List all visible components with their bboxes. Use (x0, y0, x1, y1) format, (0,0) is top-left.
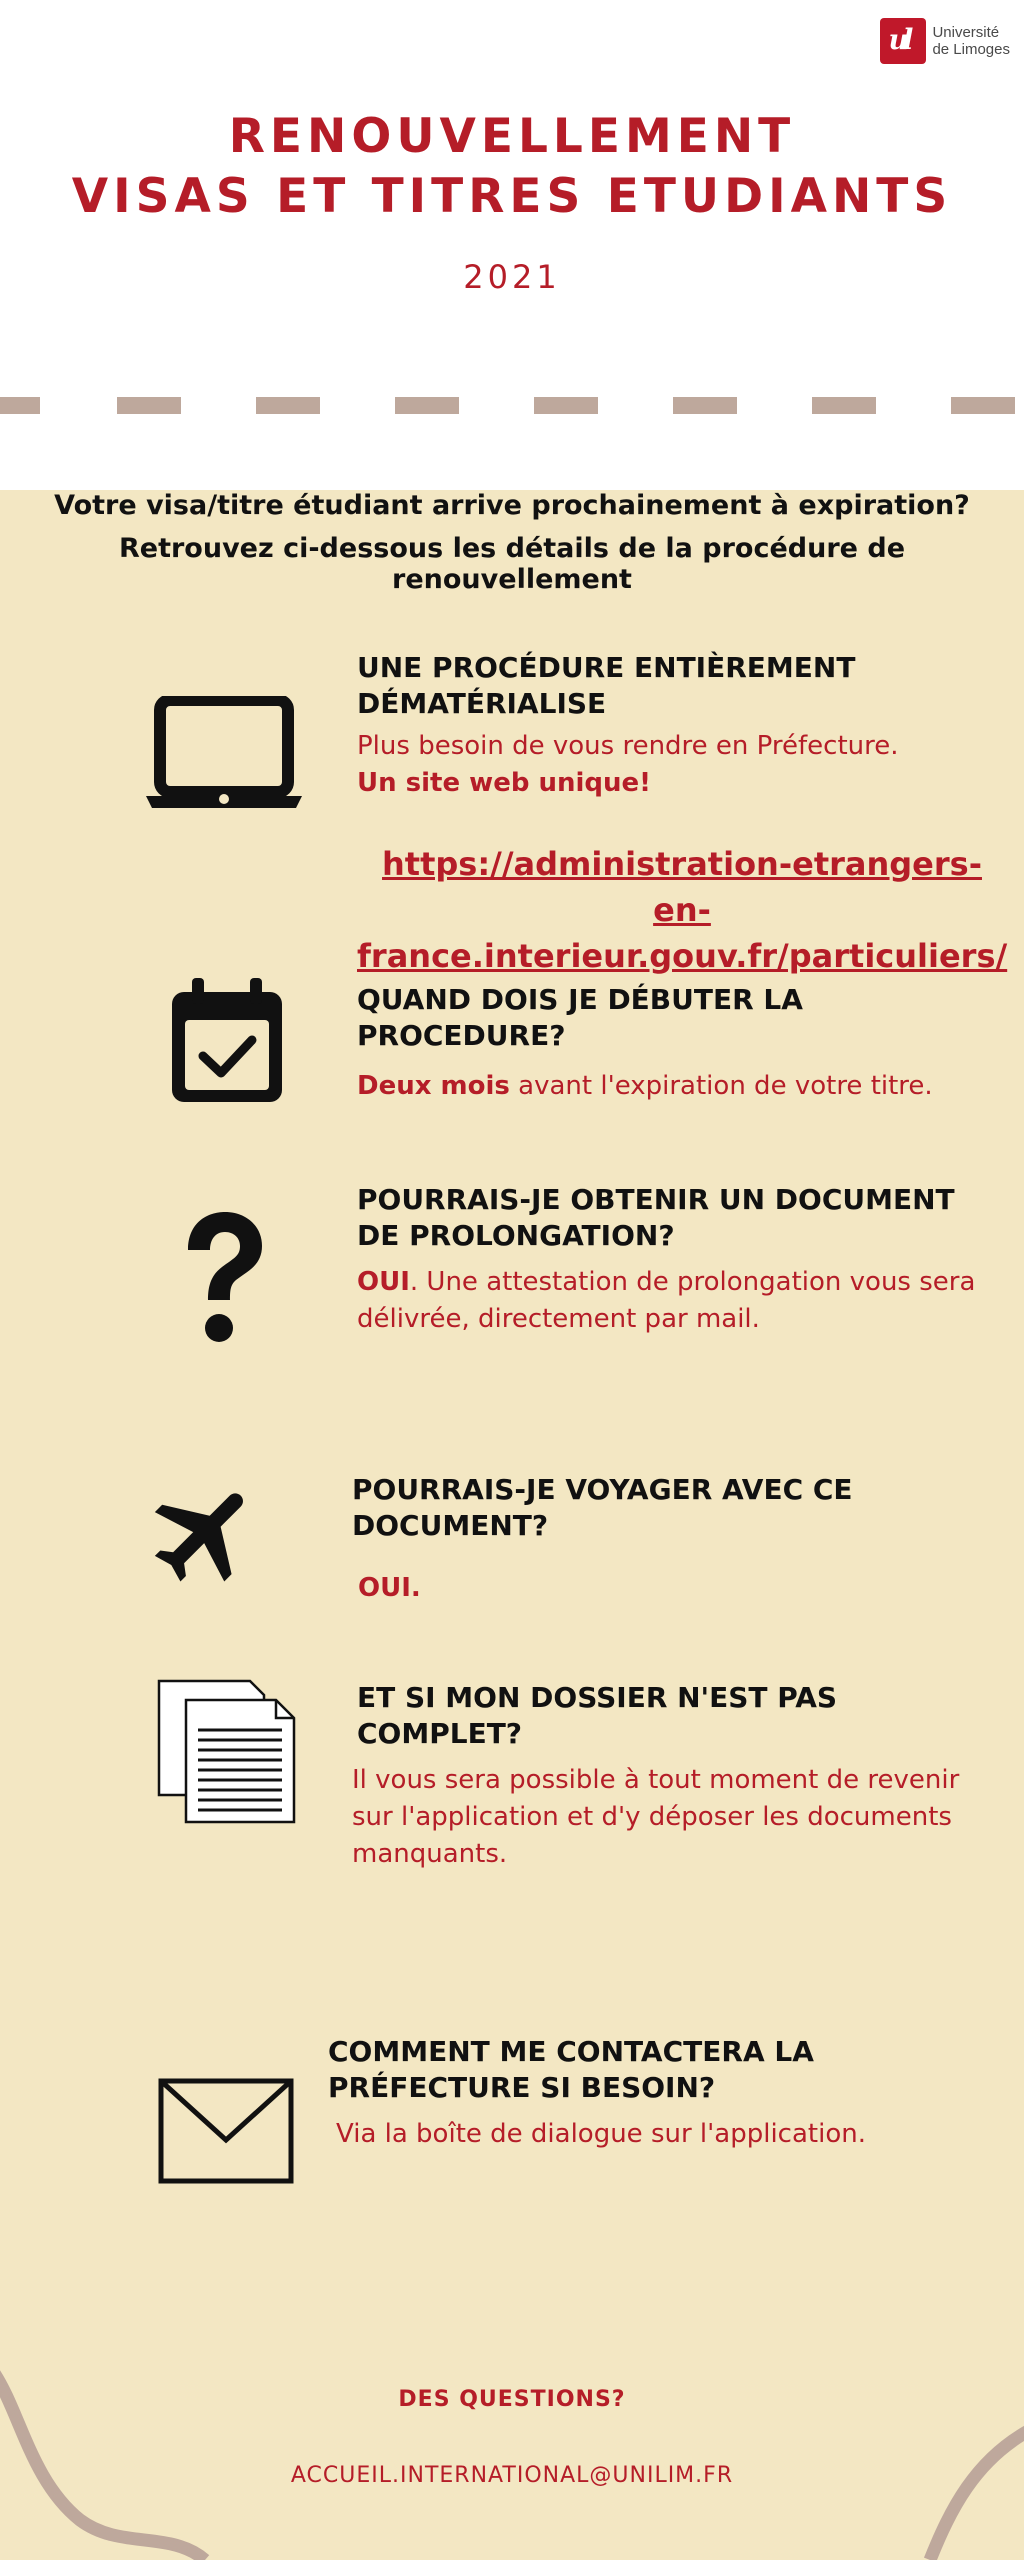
logo-text (932, 24, 1010, 58)
footer-question: DES QUESTIONS? (398, 2387, 626, 2412)
section-heading: ET SI MON DOSSIER N'EST PAS COMPLET? (357, 1681, 838, 1750)
logo-mark-icon: ul (880, 18, 926, 64)
intro-line-1: Votre visa/titre étudiant arrive prochainement à expiration? (54, 490, 970, 521)
section-heading: QUAND DOIS JE DÉBUTER LA PROCEDURE? (357, 983, 803, 1052)
section-heading: POURRAIS-JE OBTENIR UN DOCUMENT DE PROLONGATION? (357, 1183, 955, 1252)
title-line-1: RENOUVELLEMENT (228, 109, 796, 164)
section-heading: COMMENT ME CONTACTERA LA PRÉFECTURE SI BESOIN? (328, 2035, 814, 2104)
link-line-1[interactable]: https://administration-etrangers-en- (382, 845, 982, 929)
logo-line-2: de Limoges (932, 41, 1010, 58)
calendar-check-icon (168, 978, 286, 1108)
university-logo (880, 18, 1010, 64)
year: 2021 (463, 258, 561, 296)
section-travel (352, 1472, 992, 1607)
dash-segment (534, 397, 598, 414)
title-line-2: VISAS ET TITRES ETUDIANTS (71, 169, 953, 224)
section-procedure (357, 650, 977, 802)
section-text-bold: Deux mois (357, 1071, 510, 1101)
dash-segment (256, 397, 320, 414)
section-text-bold: Un site web unique! (357, 768, 652, 798)
section-text: Via la boîte de dialogue sur l'application. (336, 2119, 866, 2149)
section-when (357, 982, 977, 1105)
section-text-line (357, 1068, 977, 1105)
procedure-link[interactable] (357, 841, 1007, 979)
documents-icon (156, 1678, 298, 1824)
dash-segment (395, 397, 459, 414)
laptop-icon (146, 696, 302, 812)
dash-segment (951, 397, 1015, 414)
section-text: . Une attestation de prolongation vous sera délivrée, directement par mail. (357, 1267, 976, 1334)
section-text-bold: OUI. (358, 1573, 421, 1603)
question-mark-icon (178, 1210, 268, 1346)
section-text-bold: OUI (357, 1267, 410, 1297)
section-text: Plus besoin de vous rendre en Préfecture. (357, 731, 899, 761)
section-contact (328, 2034, 988, 2153)
header-area (0, 0, 1024, 490)
section-heading: UNE PROCÉDURE ENTIÈREMENT DÉMATÉRIALISE (357, 651, 856, 720)
dash-segment (812, 397, 876, 414)
airplane-icon (144, 1472, 268, 1596)
contact-email[interactable]: ACCUEIL.INTERNATIONAL@UNILIM.FR (290, 2463, 734, 2488)
logo-line-1: Université (932, 24, 1000, 41)
section-text: Il vous sera possible à tout moment de revenir sur l'application et d'y déposer les documents manquants. (352, 1765, 960, 1869)
section-incomplete (352, 1680, 992, 1873)
section-text-block (357, 1264, 997, 1338)
section-heading: POURRAIS-JE VOYAGER AVEC CE DOCUMENT? (352, 1473, 853, 1542)
dash-segment (0, 397, 40, 414)
section-text: avant l'expiration de votre titre. (509, 1071, 933, 1101)
dash-segment (117, 397, 181, 414)
link-line-2[interactable]: france.interieur.gouv.fr/particuliers/ (357, 937, 1008, 975)
intro-line-2: Retrouvez ci-dessous les détails de la procédure de renouvellement (118, 533, 906, 595)
dash-segment (673, 397, 737, 414)
envelope-icon (158, 2078, 294, 2184)
section-extension (357, 1182, 997, 1338)
